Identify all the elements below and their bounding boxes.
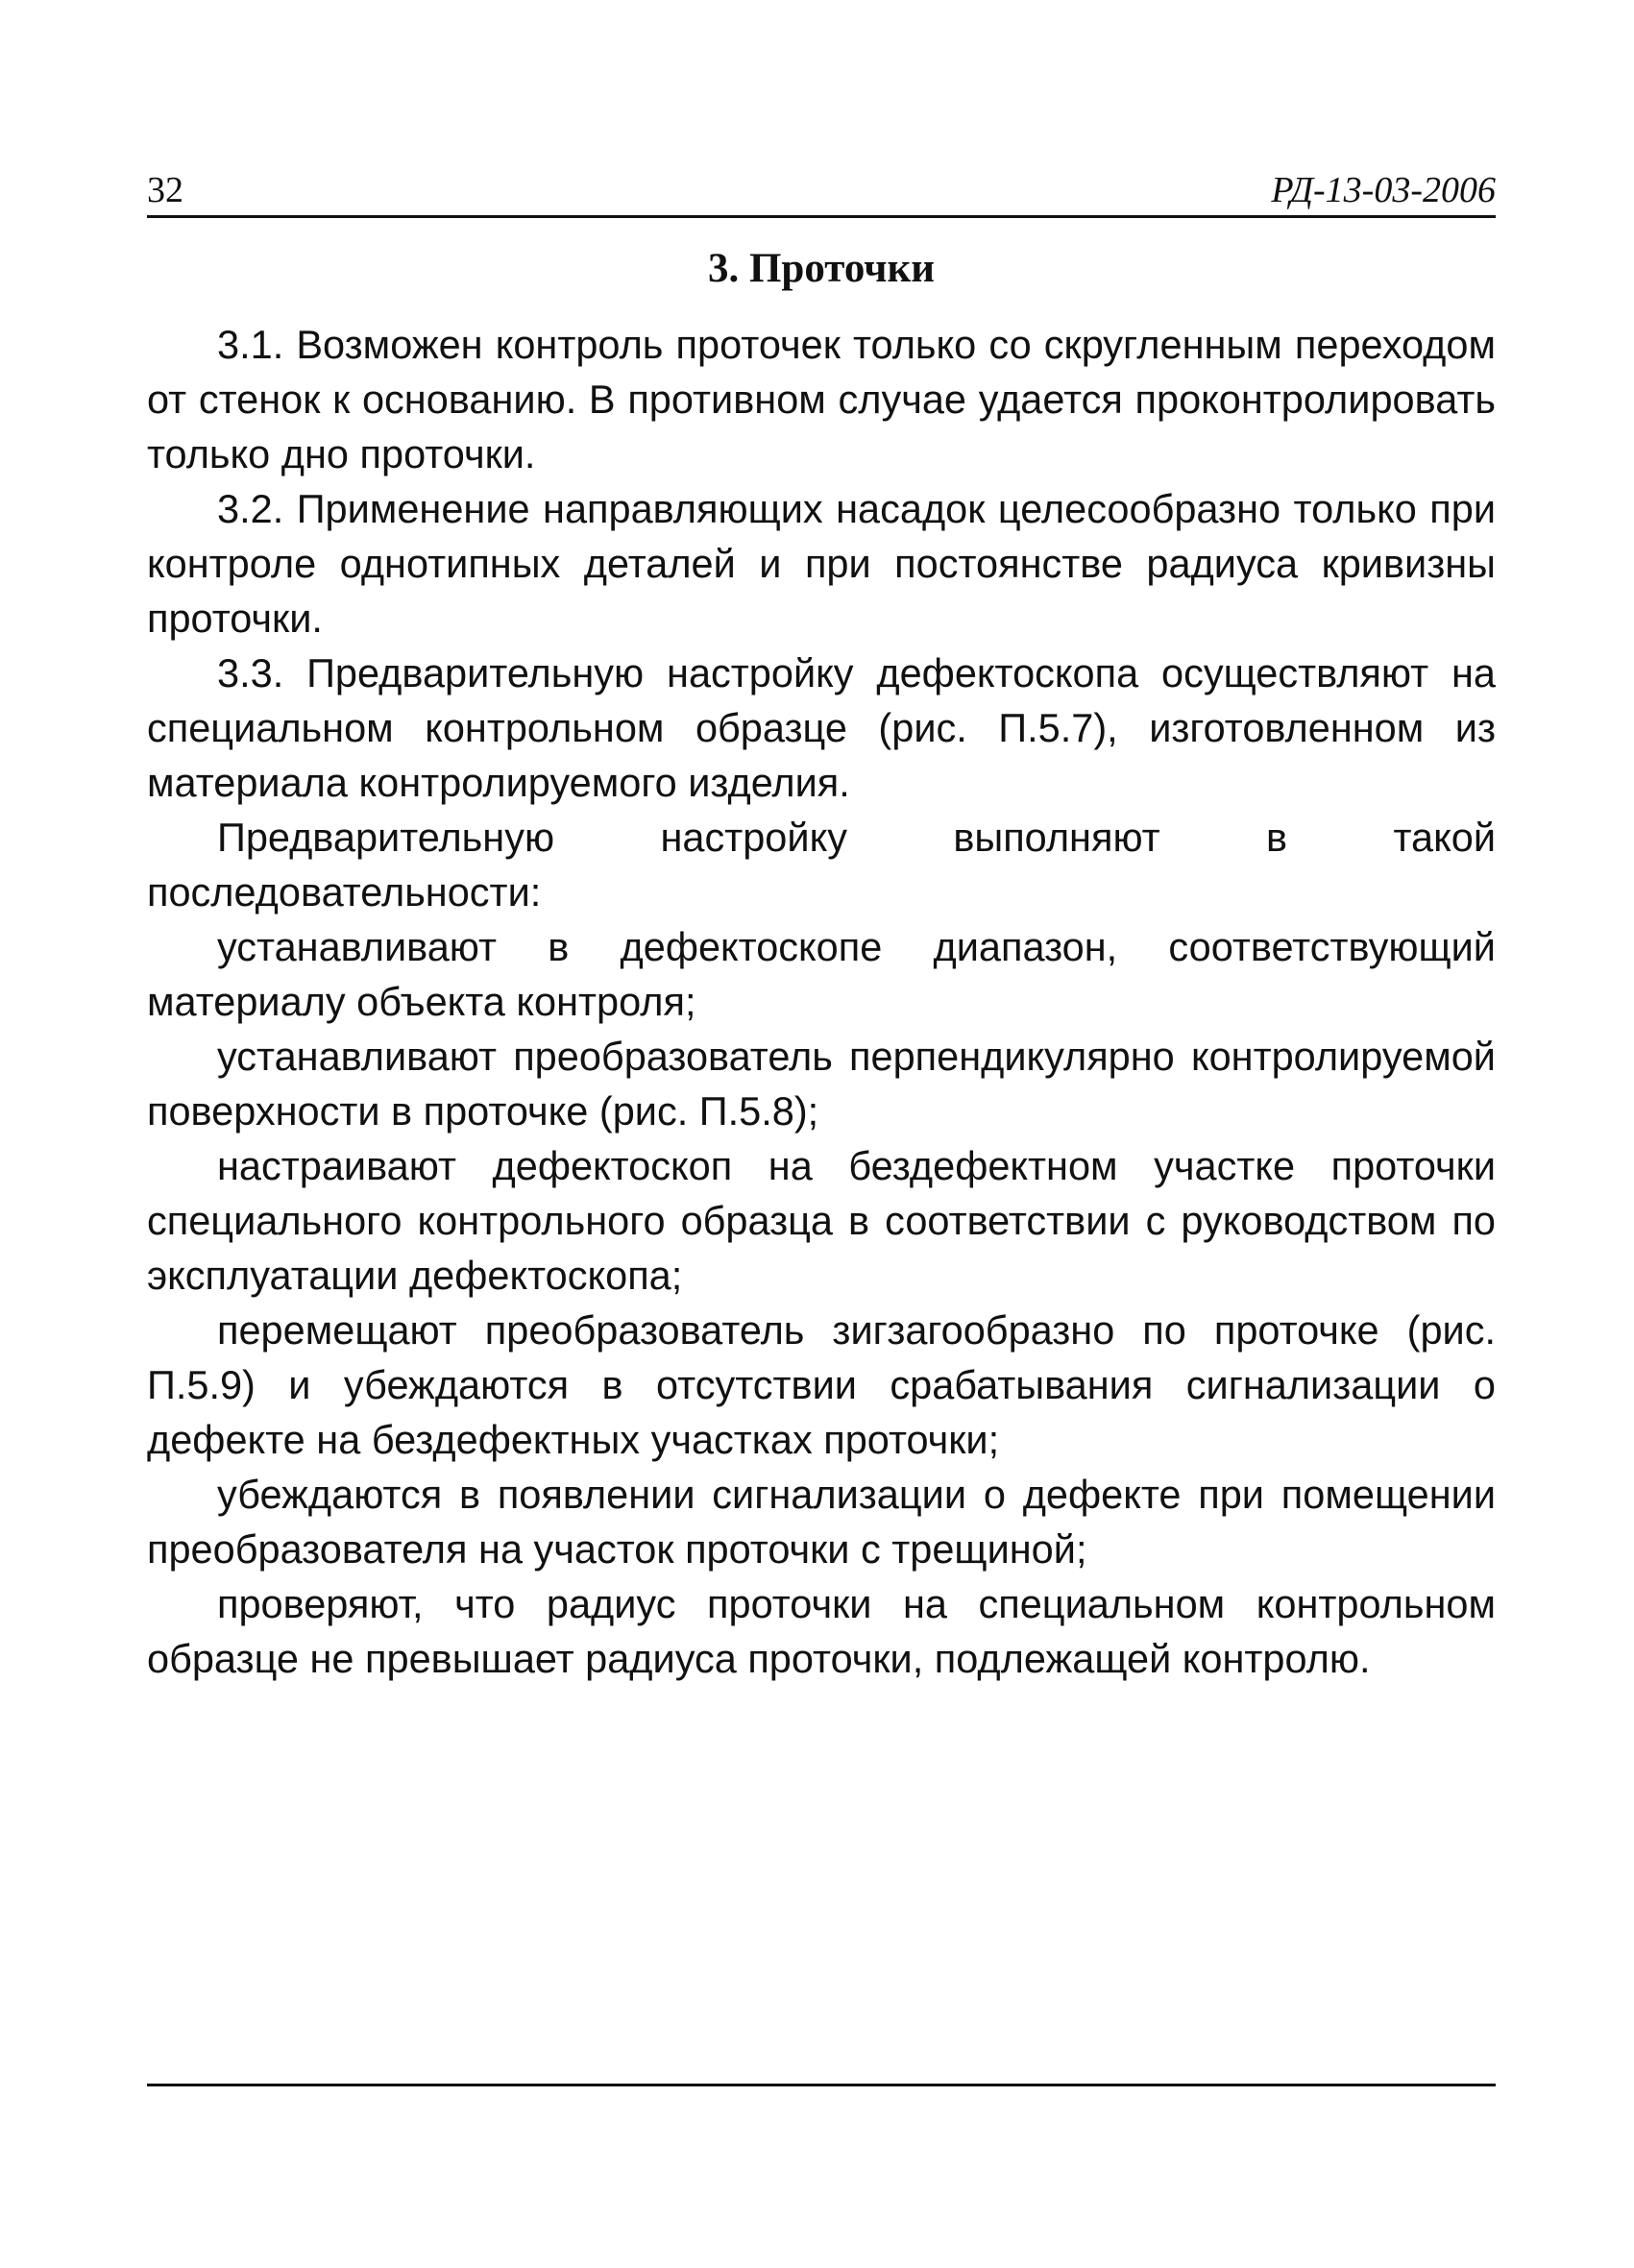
document-code: РД-13-03-2006 xyxy=(1271,170,1496,210)
paragraph-3-1: 3.1. Возможен контроль проточек только со скругленным переходом от стенок к основанию. В противном случае удается проконтролировать только дно проточки. xyxy=(147,322,1496,476)
procedure-step: убеждаются в появлении сигнализации о дефекте при помещении преобразователя на участок проточки с трещиной; xyxy=(147,1472,1496,1572)
procedure-step: перемещают преобразователь зигзагообразно по проточке (рис. П.5.9) и убеждаются в отсутствии срабатывания сигнализации о дефекте на бездефектных участках проточки; xyxy=(147,1307,1496,1462)
page-number: 32 xyxy=(147,170,183,210)
section-body xyxy=(147,317,1496,1686)
footer-divider xyxy=(147,2084,1496,2086)
procedure-step: проверяют, что радиус проточки на специальном контрольном образце не превышает радиуса проточки, подлежащей контролю. xyxy=(147,1581,1496,1681)
procedure-step: настраивают дефектоскоп на бездефектном участке проточки специального контрольного образца в соответствии с руководством по эксплуатации дефектоскопа; xyxy=(147,1143,1496,1298)
procedure-intro: Предварительную настройку выполняют в такой последовательности: xyxy=(147,815,1496,915)
procedure-step: устанавливают в дефектоскопе диапазон, соответствующий материалу объекта контроля; xyxy=(147,924,1496,1024)
page-header xyxy=(147,161,1496,218)
paragraph-3-3: 3.3. Предварительную настройку дефектоскопа осуществляют на специальном контрольном образце (рис. П.5.7), изготовленном из материала контролируемого изделия. xyxy=(147,650,1496,805)
procedure-step: устанавливают преобразователь перпендикулярно контролируемой поверхности в проточке (рис. П.5.8); xyxy=(147,1034,1496,1134)
paragraph-3-2: 3.2. Применение направляющих насадок целесообразно только при контроле однотипных деталей и при постоянстве радиуса кривизны проточки. xyxy=(147,486,1496,641)
section-title: 3. Проточки xyxy=(707,246,936,291)
